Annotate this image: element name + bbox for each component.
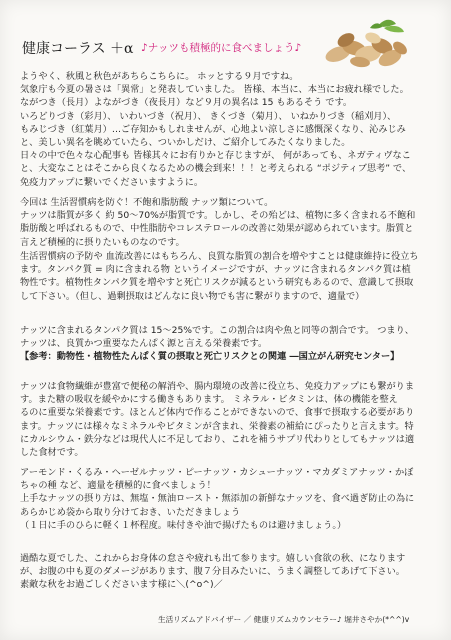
nuts-illustration	[318, 18, 410, 70]
intro-line: 免疫力アップに繋いでくださいますように。	[20, 176, 204, 188]
intro-line: ながつき（長月）よながづき（夜長月）など９月の異名は 15 もあるそう です。	[20, 97, 353, 109]
intro-line: と、美しい異名を眺めていたら、ついかしだけ、ご紹介してみたくなりました。	[20, 137, 351, 149]
intro-line: と、大変なことはそこから良くなるための機会到来！！！と考えられる “ポジティブ思考” で、	[20, 163, 412, 175]
fiber-line: るのに重要な栄養素です。ほとんど体内で作ることができないので、食事で摂取する必要があり	[20, 407, 415, 419]
ratio-line: ナッツに含まれるタンパク質は 15〜25%です。この割合は肉や魚と同等の割合です。 つまり、	[20, 325, 414, 336]
fiber-line: にカルシウム・鉄分などは現代人に不足しており、これを補うサプリ代わりとしてもナッツは適	[20, 433, 415, 445]
types-line: ちゃの種 など、適量を積極的に食べましょう！	[20, 480, 216, 492]
reference-line: 【参考：動物性・植物性たんぱく質の摂取と死亡リスクとの関連 ―国立がん研究センター】	[20, 351, 400, 363]
nut-types-paragraph	[20, 466, 432, 532]
nuts-fat-paragraph	[20, 196, 432, 249]
protein-line: 生活習慣病の予防や 血流改善にはもちろん、良質な脂質の割合を増やすことは健康維持に役立ち	[20, 251, 419, 262]
fat-line: 言えど積極的に摂りたいものなのです。	[20, 236, 185, 248]
fiber-line: ナッツは食物繊維が豊富で便秘の解消や、腸内環境の改善に役立ち、免疫力アップにも繋がりま	[20, 381, 415, 392]
intro-paragraph	[20, 70, 432, 189]
page-title: 健康コーラス ＋α	[22, 41, 134, 57]
closing-line: が、お腹の中も夏のダメージがあります、腹７分目みたいに、うまく調整してあげて下さい。	[20, 566, 405, 578]
closing-line: 素敵な秋をお過ごしくださいます様に＼(^o^)／	[20, 579, 223, 591]
types-line: アーモンド・くるみ・ヘーゼルナッツ・ピーナッツ・カシューナッツ・マカダミアナッツ・かぼ	[20, 467, 414, 478]
page-subtitle: ♪ナッツも積極的に食べましょう♪	[141, 42, 302, 54]
fat-line: ナッツは脂質が多く 約 50〜70%が脂質です。しかし、その殆どは、植物に多く含まれる不飽和	[20, 210, 416, 222]
protein-ratio-paragraph	[20, 324, 432, 364]
protein-line: 物性です。植物性タンパク質を増やすと死亡リスクが減るという研究もあるので、意識して摂取	[20, 277, 414, 289]
fat-line: 今回は 生活習慣病を防ぐ！不飽和脂肪酸 ナッツ類について。	[20, 197, 274, 208]
intro-line: 日々の中で色々な心配事も 皆様其々にお有りかと存じますが、 何があっても、ネガティヴなこ	[20, 150, 411, 162]
types-line: あらかじめ袋から取り分けておき、いただきましょう	[20, 506, 241, 518]
types-line: （１日に手のひらに軽く１杯程度。味付きや油で揚げたものは避けましょう。）	[20, 519, 347, 531]
fiber-paragraph	[20, 380, 432, 459]
intro-line: いろどりづき（彩月）、 いわいづき（祝月）、 きくづき（菊月）、 いねかりづき（稲刈月）、	[20, 110, 397, 122]
intro-line: ようやく、秋風と秋色があちらこちらに。 ホッとする９月ですね。	[20, 71, 299, 82]
ratio-line: ナッツは、良質かつ重要なたんぱく源と言える栄養素です。	[20, 338, 268, 350]
intro-line: 気象庁も今夏の暑さは「異常」と発表していました。 皆様、本当に、本当にお疲れ様でした。	[20, 84, 409, 96]
fiber-line: ます。ナッツには様々なミネラルやビタミンが含まれ、栄養素の補給にぴったりと言えます。特	[20, 420, 414, 432]
fiber-line: す。また糖の吸収を緩やかにする働きもあります。 ミネラル・ビタミンは、体の機能を整え	[20, 394, 398, 406]
closing-paragraph	[20, 552, 432, 592]
intro-line: もみじづき（紅葉月）…ご存知かもしれませんが、心地よい涼しさに感慨深くなり、沁みじみ	[20, 123, 406, 135]
protein-line: ます。タンパク質 = 肉に含まれる物 というイメージですが、ナッツに含まれるタンパク質は植	[20, 264, 411, 276]
types-line: 上手なナッツの摂り方は、無塩・無油ロースト・無添加の新鮮なナッツを、食べ過ぎ防止の為に	[20, 493, 415, 505]
protein-line: して下さい。（但し、過剰摂取はどんなに良い物でも害に繋がりますので、適量で）	[20, 290, 365, 302]
protein-intro-paragraph	[20, 250, 432, 303]
fat-line: 脂肪酸と呼ばれるもので、中性脂肪やコレステロールの改善に効果が認められています。脂質と	[20, 223, 414, 235]
author-signature: 生活リズムアドバイザー ／ 健康リズムカウンセラー♪ 堀井さやか(*^^)v	[158, 615, 410, 624]
fiber-line: した食材です。	[20, 447, 84, 459]
closing-line: 過酷な夏でした、これからお身体の怠さや疲れも出て参ります。嬉しい食欲の秋、になります	[20, 553, 406, 564]
